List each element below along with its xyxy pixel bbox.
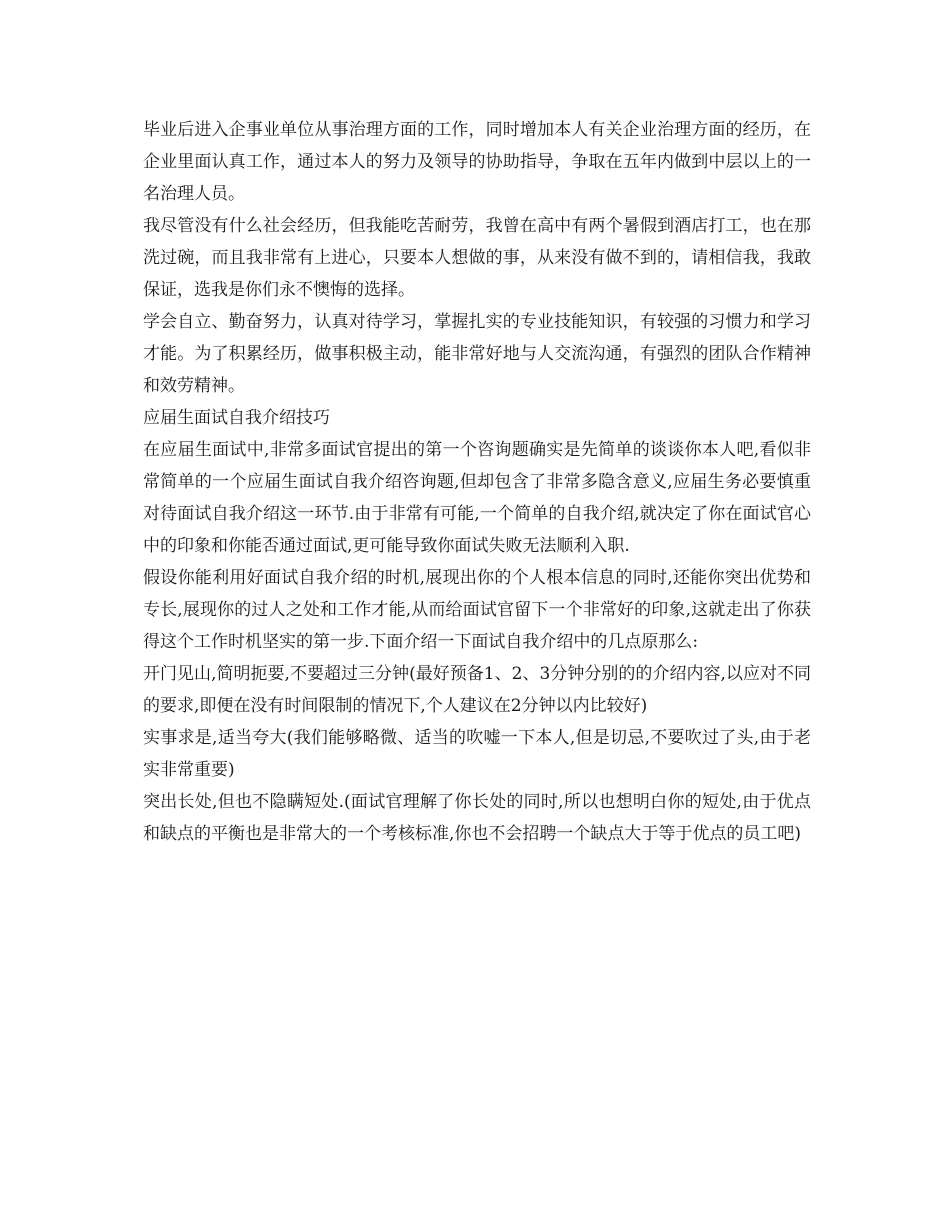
paragraph-self-assessment: 学会自立、勤奋努力，认真对待学习，掌握扎实的专业技能知识，有较强的习惯力和学习才能。为了积累经历，做事积极主动，能非常好地与人交流沟通，有强烈的团队合作精神和效劳精神。: [143, 312, 811, 396]
paragraph-principle-honest: 实事求是,适当夸大(我们能够略微、适当的吹嘘一下本人,但是切忌,不要吹过了头,由于老实非常重要): [143, 728, 811, 780]
paragraph-intro-opportunity: 假设你能利用好面试自我介绍的时机,展现出你的个人根本信息的同时,还能你突出优势和专长,展现你的过人之处和工作才能,从而给面试官留下一个非常好的印象,这就走出了你获得这个工作时机坚实的第一步.下面介绍一下面试自我介绍中的几点原那么:: [143, 568, 811, 652]
paragraph-principle-strengths: 突出长处,但也不隐瞒短处.(面试官理解了你长处的同时,所以也想明白你的短处,由于优点和缺点的平衡也是非常大的一个考核标准,你也不会招聘一个缺点大于等于优点的员工吧): [143, 792, 811, 844]
paragraph-intro-importance: 在应届生面试中,非常多面试官提出的第一个咨询题确实是先简单的谈谈你本人吧,看似非常简单的一个应届生面试自我介绍咨询题,但却包含了非常多隐含意义,应届生务必要慎重对待面试自我介绍这一环节.由于非常有可能,一个简单的自我介绍,就决定了你在面试官心中的印象和你能否通过面试,更可能导致你面试失败无法顺利入职.: [143, 440, 811, 556]
document-body: [143, 114, 811, 850]
paragraph-career-goal: 毕业后进入企事业单位从事治理方面的工作，同时增加本人有关企业治理方面的经历，在企业里面认真工作，通过本人的努力及领导的协助指导，争取在五年内做到中层以上的一名治理人员。: [143, 120, 811, 204]
paragraph-work-experience: 我尽管没有什么社会经历，但我能吃苦耐劳，我曾在高中有两个暑假到酒店打工，也在那洗过碗，而且我非常有上进心，只要本人想做的事，从来没有做不到的，请相信我，我敢保证，选我是你们永不懊悔的选择。: [143, 216, 811, 300]
section-heading: 应届生面试自我介绍技巧: [143, 408, 330, 428]
paragraph-principle-concise: 开门见山,简明扼要,不要超过三分钟(最好预备1、2、3分钟分别的的介绍内容,以应对不同的要求,即便在没有时间限制的情况下,个人建议在2分钟以内比较好): [143, 664, 811, 716]
